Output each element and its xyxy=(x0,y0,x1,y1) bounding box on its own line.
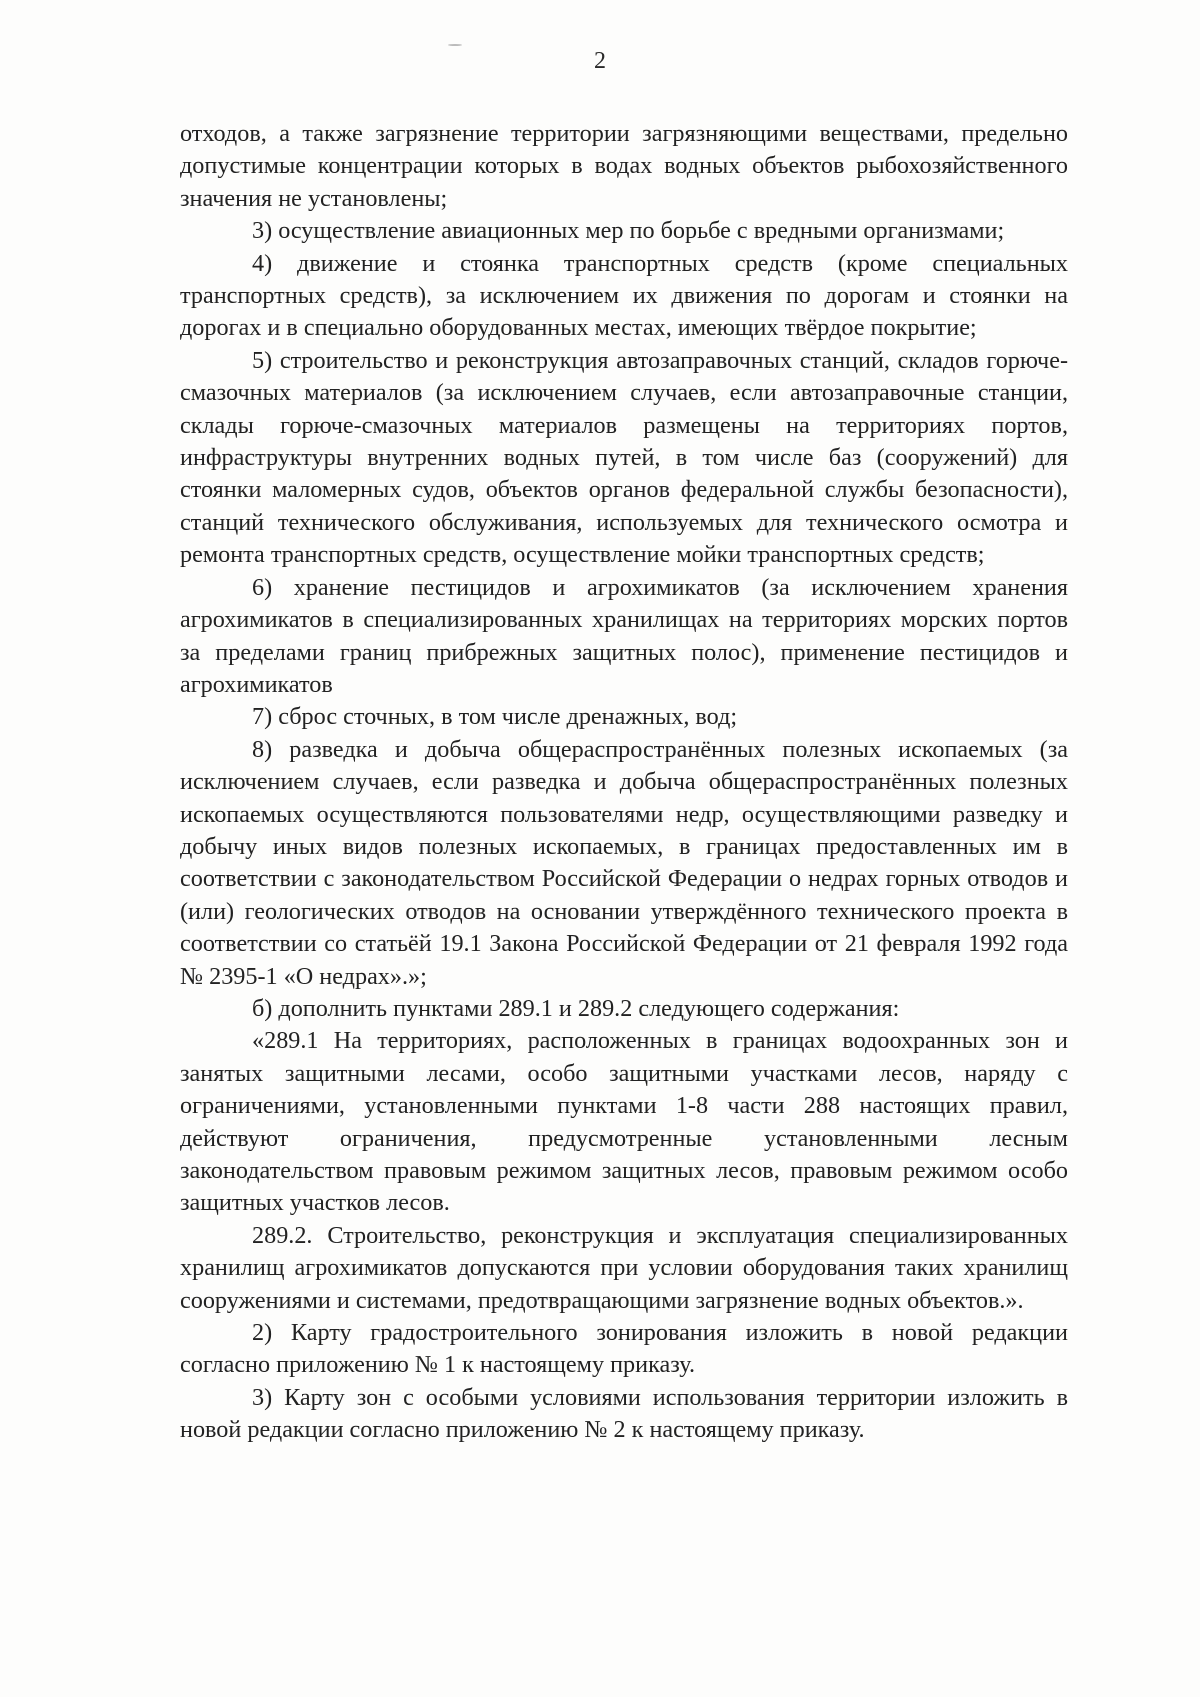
paragraph: 289.2. Строительство, реконструкция и эксплуатация специализированных хранилищ агрохимикатов допускаются при условии оборудования таких хранилищ сооружениями и системами, предотвращающими загрязнение водных объектов.». xyxy=(180,1221,1068,1314)
scan-speck xyxy=(448,44,462,46)
paragraph: отходов, а также загрязнение территории загрязняющими веществами, предельно допустимые концентрации которых в водах водных объектов рыбохозяйственного значения не установлены; xyxy=(180,120,1068,212)
paragraph: 8) разведка и добыча общераспространённых полезных ископаемых (за исключением случаев, если разведка и добыча общераспространённых полезных ископаемых осуществляются пользователями недр, осуществляющими разведку и добычу иных видов полезных ископаемых, в границах предоставленных им в соответствии с законодательством Российской Федерации о недрах горных отводов и (или) геологических отводов на основании утверждённого технического проекта в соответствии со статьёй 19.1 Закона Российской Федерации от 21 февраля 1992 года № 2395-1 «О недрах».»; xyxy=(180,735,1068,990)
paragraph: 3) осуществление авиационных мер по борьбе с вредными организмами; xyxy=(252,217,1005,245)
paragraph: 5) строительство и реконструкция автозаправочных станций, складов горюче-смазочных материалов (за исключением случаев, если автозаправочные станции, склады горюче-смазочных материалов размещены на территориях портов, инфраструктуры внутренних водных путей, в том числе баз (сооружений) для стоянки маломерных судов, объектов органов федеральной службы безопасности), станций технического обслуживания, используемых для технического осмотра и ремонта транспортных средств, осуществление мойки транспортных средств; xyxy=(180,346,1068,569)
paragraph: 3) Карту зон с особыми условиями использования территории изложить в новой редакции согласно приложению № 2 к настоящему приказу. xyxy=(180,1383,1068,1444)
paragraph: 7) сброс сточных, в том числе дренажных, вод; xyxy=(252,703,738,731)
document-body xyxy=(180,118,1068,1447)
page-number: 2 xyxy=(594,48,606,74)
paragraph: 6) хранение пестицидов и агрохимикатов (за исключением хранения агрохимикатов в специализированных хранилищах на территориях морских портов за пределами границ прибрежных защитных полос), применение пестицидов и агрохимикатов xyxy=(180,573,1068,698)
paragraph: 2) Карту градостроительного зонирования изложить в новой редакции согласно приложению № 1 к настоящему приказу. xyxy=(180,1319,1068,1379)
paragraph: «289.1 На территориях, расположенных в границах водоохранных зон и занятых защитными лесами, особо защитными участками лесов, наряду с ограничениями, установленными пунктами 1-8 части 288 настоящих правил, действуют ограничения, предусмотренные установленными лесным законодательством правовым режимом защитных лесов, правовым режимом особо защитных участков лесов. xyxy=(180,1027,1068,1217)
paragraph: 4) движение и стоянка транспортных средств (кроме специальных транспортных средств), за исключением их движения по дорогам и стоянки на дорогах и в специально оборудованных местах, имеющих твёрдое покрытие; xyxy=(180,249,1068,342)
paragraph: б) дополнить пунктами 289.1 и 289.2 следующего содержания: xyxy=(252,994,900,1022)
